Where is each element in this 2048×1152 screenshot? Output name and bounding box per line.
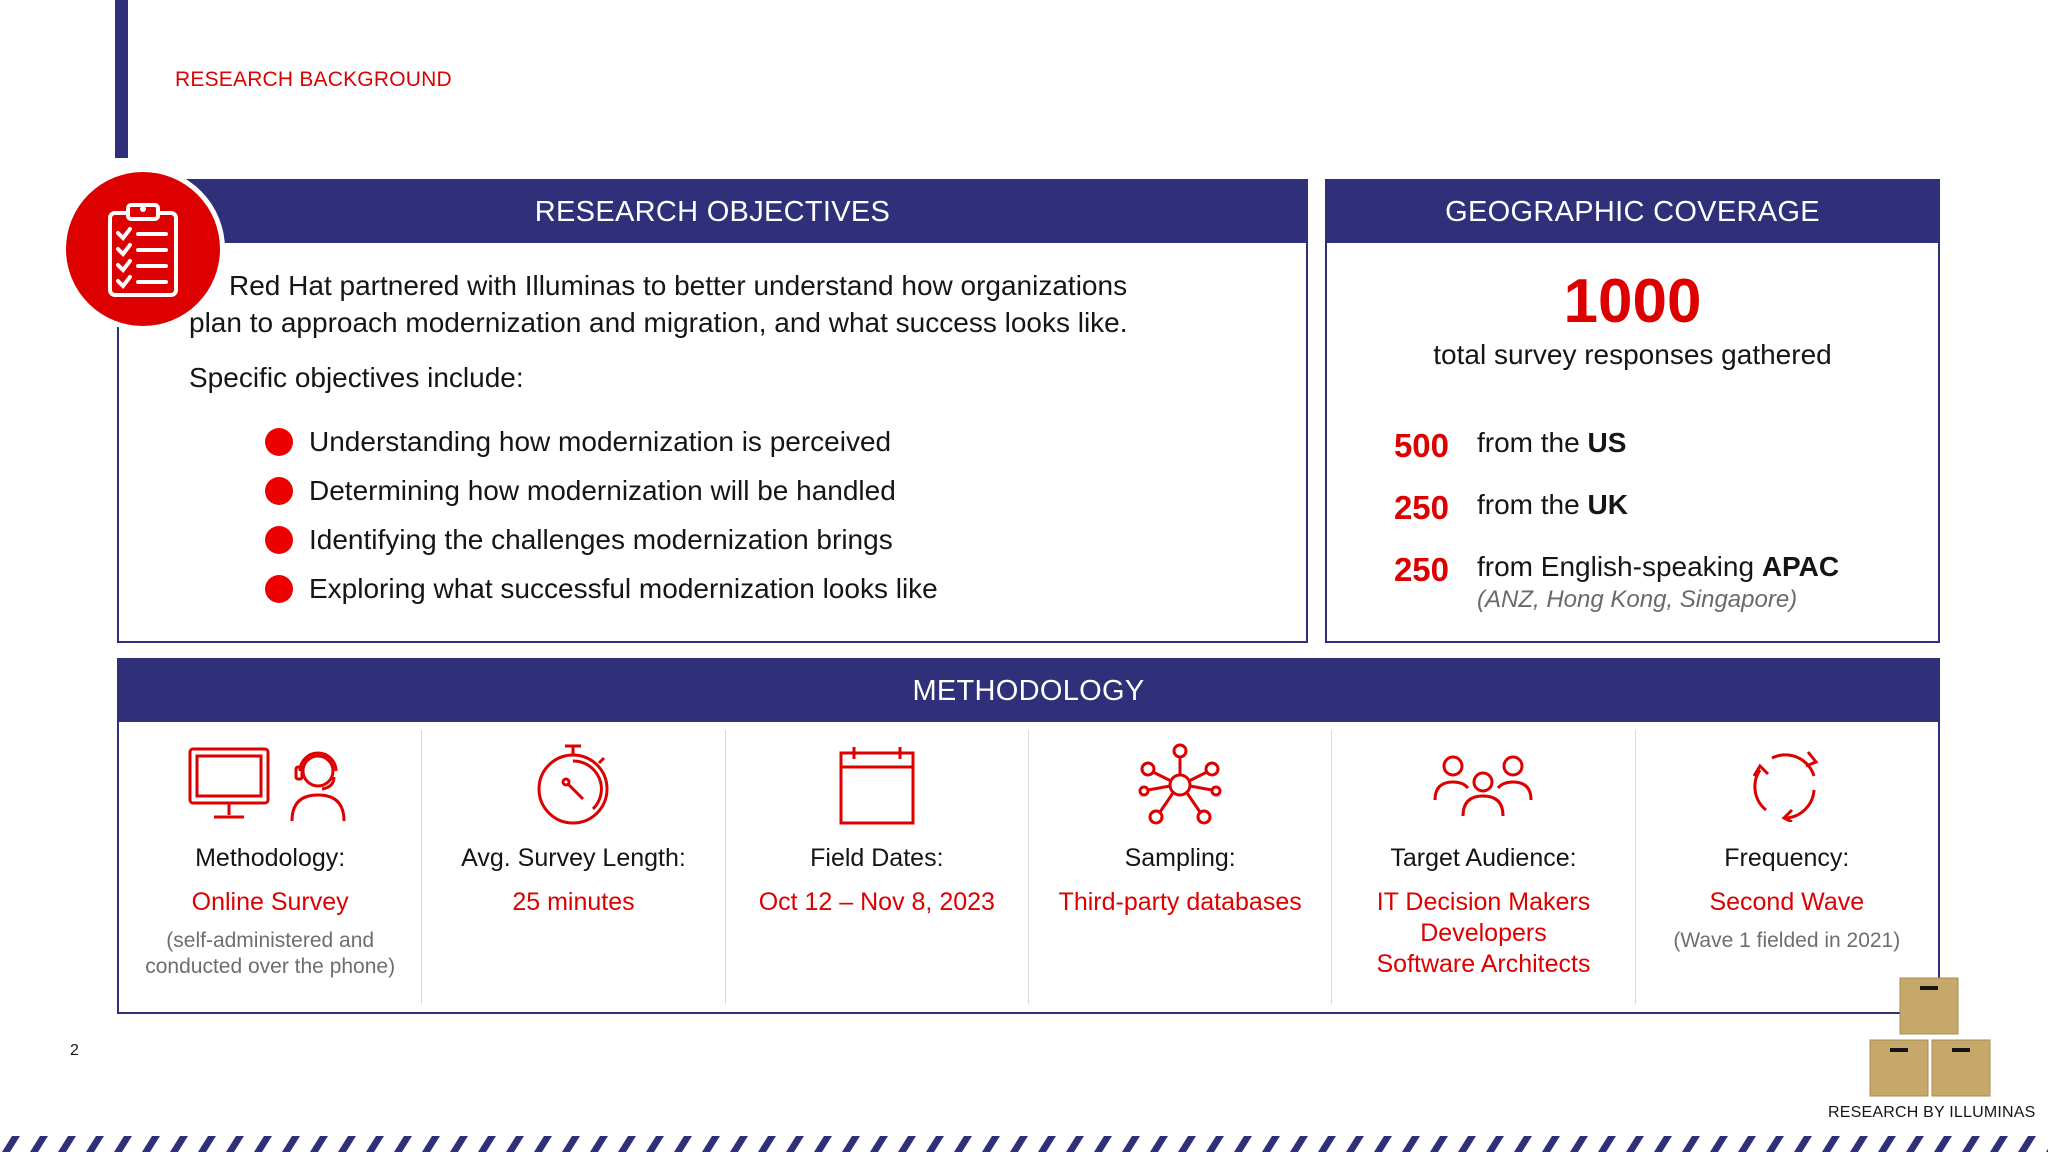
geo-count: 250 xyxy=(1393,489,1449,526)
stripe xyxy=(1766,1136,1784,1152)
method-column xyxy=(1332,730,1635,1004)
method-label: Methodology: xyxy=(195,844,346,872)
accent-bar xyxy=(115,0,128,158)
method-note: (self-administered and conducted over the phone) xyxy=(145,929,396,978)
objectives-intro-line1: Red Hat partnered with Illuminas to better understand how organizations xyxy=(229,270,1128,301)
stripe xyxy=(1346,1136,1364,1152)
stripe xyxy=(254,1136,272,1152)
method-value: Online Survey xyxy=(191,888,349,916)
stripe xyxy=(1038,1136,1056,1152)
stripe xyxy=(478,1136,496,1152)
method-column xyxy=(1636,730,1938,1004)
stripe xyxy=(534,1136,552,1152)
stripe xyxy=(86,1136,104,1152)
stripe xyxy=(1402,1136,1420,1152)
method-label: Sampling: xyxy=(1124,844,1236,872)
stripe xyxy=(1318,1136,1336,1152)
list-item xyxy=(265,417,938,466)
stripe xyxy=(1514,1136,1532,1152)
objective-text: Understanding how modernization is perceived xyxy=(309,425,892,457)
stacked-boxes-icon xyxy=(1868,976,1996,1098)
method-column xyxy=(422,730,725,1004)
geo-row-uk xyxy=(1327,485,1938,529)
geo-row-apac xyxy=(1327,547,1938,591)
stripe xyxy=(30,1136,48,1152)
stripe xyxy=(786,1136,804,1152)
stopwatch-icon xyxy=(533,743,613,827)
stripe xyxy=(1094,1136,1112,1152)
stripe xyxy=(1290,1136,1308,1152)
stripe xyxy=(954,1136,972,1152)
stripe xyxy=(870,1136,888,1152)
stripe xyxy=(450,1136,468,1152)
methodology-title: METHODOLOGY xyxy=(119,660,1938,722)
method-column xyxy=(726,730,1029,1004)
total-responses-label: total survey responses gathered xyxy=(1433,339,1832,370)
clipboard-badge xyxy=(61,167,225,331)
method-value: Third-party databases xyxy=(1058,888,1302,916)
method-label: Frequency: xyxy=(1724,844,1850,872)
objectives-subtitle: Specific objectives include: xyxy=(189,362,524,393)
stripe xyxy=(114,1136,132,1152)
page-number: 2 xyxy=(70,1042,79,1059)
stripe xyxy=(1262,1136,1280,1152)
section-title: RESEARCH BACKGROUND xyxy=(175,68,452,91)
stripe xyxy=(1486,1136,1504,1152)
stripe xyxy=(1010,1136,1028,1152)
method-note: (Wave 1 fielded in 2021) xyxy=(1673,929,1901,952)
stripe xyxy=(898,1136,916,1152)
stripe xyxy=(1178,1136,1196,1152)
method-value: Oct 12 – Nov 8, 2023 xyxy=(758,888,995,916)
method-label: Avg. Survey Length: xyxy=(461,844,686,872)
objectives-intro xyxy=(189,267,1249,341)
method-label: Field Dates: xyxy=(810,844,944,872)
objectives-intro-line2: plan to approach modernization and migration, and what success looks like. xyxy=(189,307,1128,338)
stripe xyxy=(170,1136,188,1152)
stripe xyxy=(1934,1136,1952,1152)
apac-note: (ANZ, Hong Kong, Singapore) xyxy=(1477,586,1798,613)
objectives-list xyxy=(265,417,938,613)
brand-text: RESEARCH BY ILLUMINAS xyxy=(1828,1104,2036,1121)
stripe xyxy=(310,1136,328,1152)
stripe xyxy=(1430,1136,1448,1152)
stripe xyxy=(1710,1136,1728,1152)
people-group-icon xyxy=(1433,752,1533,818)
stripe xyxy=(646,1136,664,1152)
stripe xyxy=(1850,1136,1868,1152)
calendar-icon xyxy=(838,745,916,825)
stripe xyxy=(1906,1136,1924,1152)
refresh-cycle-icon xyxy=(1750,748,1824,822)
stripe xyxy=(394,1136,412,1152)
stripe xyxy=(1682,1136,1700,1152)
geo-row-us xyxy=(1327,423,1938,467)
stripe xyxy=(842,1136,860,1152)
stripe xyxy=(674,1136,692,1152)
method-column xyxy=(119,730,422,1004)
stripe xyxy=(226,1136,244,1152)
geographic-title: GEOGRAPHIC COVERAGE xyxy=(1327,181,1938,243)
method-value: Second Wave xyxy=(1709,888,1865,916)
stripe xyxy=(2018,1136,2036,1152)
stripe xyxy=(366,1136,384,1152)
stripe xyxy=(142,1136,160,1152)
bullet-dot-icon xyxy=(265,477,293,505)
stripe xyxy=(982,1136,1000,1152)
methodology-panel xyxy=(117,658,1940,1014)
geo-label: from the UK xyxy=(1477,489,1628,520)
stripe xyxy=(1374,1136,1392,1152)
stripe xyxy=(338,1136,356,1152)
computer-headset-icon xyxy=(188,745,352,825)
stripe xyxy=(2,1136,20,1152)
clipboard-checklist-icon xyxy=(98,199,188,299)
stripe xyxy=(1822,1136,1840,1152)
stripe xyxy=(1066,1136,1084,1152)
geo-count: 500 xyxy=(1393,427,1449,464)
stripe xyxy=(506,1136,524,1152)
stripe xyxy=(1878,1136,1896,1152)
stripe-border xyxy=(0,1136,2048,1152)
stripe xyxy=(282,1136,300,1152)
list-item xyxy=(265,515,938,564)
stripe xyxy=(1206,1136,1224,1152)
stripe xyxy=(1794,1136,1812,1152)
stripe xyxy=(1458,1136,1476,1152)
objective-text: Identifying the challenges modernization brings xyxy=(309,523,893,555)
stripe xyxy=(1150,1136,1168,1152)
stripe xyxy=(730,1136,748,1152)
list-item xyxy=(265,466,938,515)
stripe xyxy=(1626,1136,1644,1152)
stripe xyxy=(1234,1136,1252,1152)
method-label: Target Audience: xyxy=(1390,844,1577,872)
stripe xyxy=(590,1136,608,1152)
stripe xyxy=(926,1136,944,1152)
stripe xyxy=(1598,1136,1616,1152)
stripe xyxy=(58,1136,76,1152)
geo-count: 250 xyxy=(1393,551,1449,588)
stripe xyxy=(758,1136,776,1152)
geo-label: from English-speaking APAC xyxy=(1477,551,1840,582)
objective-text: Exploring what successful modernization looks like xyxy=(309,572,938,604)
method-column xyxy=(1029,730,1332,1004)
stripe xyxy=(1122,1136,1140,1152)
stripe xyxy=(702,1136,720,1152)
stripe xyxy=(562,1136,580,1152)
bullet-dot-icon xyxy=(265,428,293,456)
bullet-dot-icon xyxy=(265,575,293,603)
objective-text: Determining how modernization will be handled xyxy=(309,474,896,506)
stripe xyxy=(198,1136,216,1152)
stripe xyxy=(1570,1136,1588,1152)
objectives-title: RESEARCH OBJECTIVES xyxy=(119,181,1306,243)
method-value: 25 minutes xyxy=(512,888,635,916)
stripe xyxy=(1542,1136,1560,1152)
method-value: IT Decision Makers Developers Software Architects xyxy=(1376,888,1591,978)
methodology-columns xyxy=(119,722,1938,1012)
stripe xyxy=(1738,1136,1756,1152)
bullet-dot-icon xyxy=(265,526,293,554)
stripe xyxy=(1990,1136,2008,1152)
stripe xyxy=(422,1136,440,1152)
stripe xyxy=(814,1136,832,1152)
objectives-panel xyxy=(117,179,1308,643)
geo-label: from the US xyxy=(1477,427,1627,458)
geographic-panel xyxy=(1325,179,1940,643)
total-responses: 1000 xyxy=(1563,267,1702,336)
stripe xyxy=(1654,1136,1672,1152)
stripe xyxy=(618,1136,636,1152)
stripe xyxy=(1962,1136,1980,1152)
network-icon xyxy=(1136,743,1224,827)
list-item xyxy=(265,564,938,613)
